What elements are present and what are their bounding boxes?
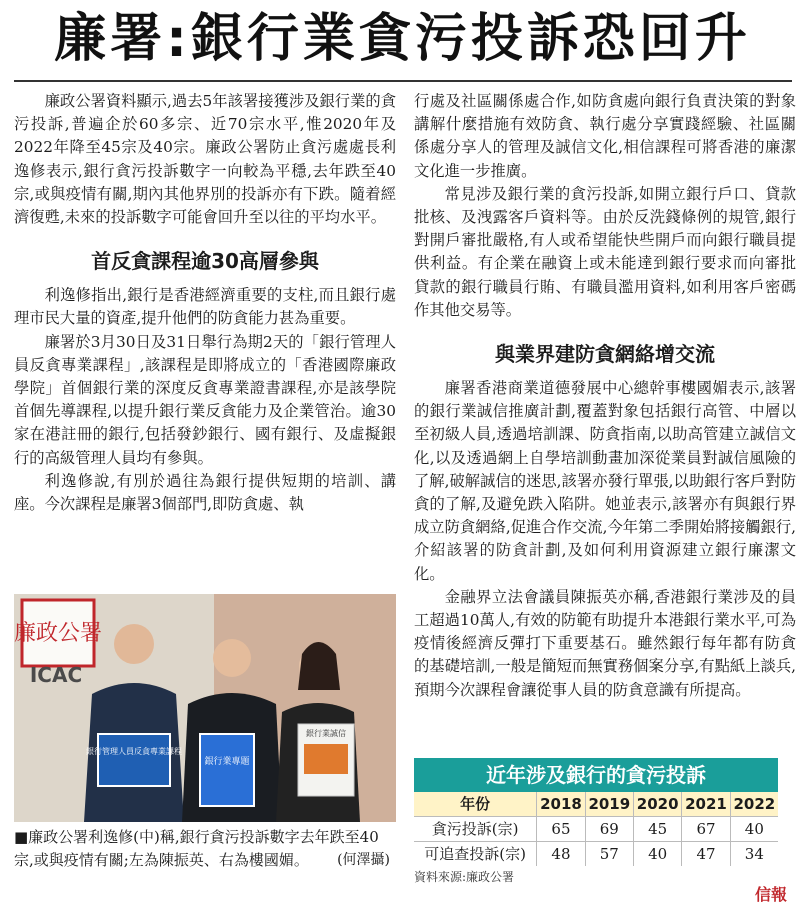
paragraph: 利逸修說,有別於過往為銀行提供短期的培訓、講座。今次課程是廉署3個部門,即防貪處、執 [14,471,396,514]
paragraph: 常見涉及銀行業的貪污投訴,如開立銀行戶口、貸款批核、及洩露客戶資料等。由於反洗錢條例的規管,銀行對開戶審批嚴格,有人或希望能快些開戶而向銀行職員提供利益。有企業在融資上或未能達到銀行要求而向審批貸款的銀行職員行賄、有職員濫用資料,如利用客戶密碼作其他交易等。 [414,184,796,319]
table-header-year: 2019 [585,792,633,816]
table-title: 近年涉及銀行的貪污投訴 [414,758,778,792]
right-column [414,90,796,702]
newspaper-logo: 信報 [754,885,787,904]
table-header-year: 2018 [536,792,584,816]
headline: 廉署:銀行業貪污投訴恐回升 [54,9,751,69]
table-cell: 48 [536,842,584,866]
complaints-table [414,758,778,885]
table-row [414,841,778,866]
table-header-label: 年份 [460,795,491,813]
news-photo [14,594,396,822]
svg-text:銀行業專題: 銀行業專題 [204,757,250,767]
table-cell: 40 [730,817,778,841]
paragraph: 廉署於3月30日及31日舉行為期2天的「銀行管理人員反貪專業課程」,該課程是即將成立的「香港國際廉政學院」首個銀行業的深度反貪專業證書課程,亦是該學院首個先導課程,以提升銀行業反貪能力及企業管治。逾30家在港註冊的銀行,包括發鈔銀行、國有銀行、及虛擬銀行的高級管理人員均有參與。 [14,332,396,467]
emblem-text: 廉政公署 [14,621,103,646]
headline-rule [14,80,792,82]
left-column [14,90,396,516]
paragraph: 金融界立法會議員陳振英亦稱,香港銀行業涉及的員工超過10萬人,有效的防範有助提升本港銀行業水平,可為疫情後經濟反彈打下重要基石。雖然銀行每年都有防貪的基礎培訓,一般是簡短而無實務個案分享,有點紙上談兵,預期今次課程會讓從事人員的防貪意識有所提高。 [414,587,796,699]
table-row [414,816,778,841]
table-cell: 69 [585,817,633,841]
intro-paragraph: 廉政公署資料顯示,過去5年該署接獲涉及銀行業的貪污投訴,普遍企於60多宗、近70宗水平,惟2020年及2022年降至45宗及40宗。廉政公署防止貪污處處長利逸修表示,銀行貪污投訴數字一向較為平穩,去年跌至40宗,或與疫情有關,期內其他界別的投訴亦有下跌。隨着經濟復甦,未來的投訴數字可能會回升至以往的平均水平。 [14,92,396,227]
paragraph: 利逸修指出,銀行是香港經濟重要的支柱,而且銀行處理市民大量的資產,提升他們的防貪能力甚為重要。 [14,286,396,328]
table-header-row [414,792,778,816]
subhead-right: 與業界建防貪網絡增交流 [495,342,715,367]
table-source: 資料來源:廉政公署 [414,870,515,884]
table-cell: 45 [633,817,681,841]
table-cell: 57 [585,842,633,866]
table-cell: 40 [633,842,681,866]
row-label: 貪污投訴(宗) [431,820,519,838]
photo-credit: (何澤攝) [337,852,390,868]
svg-text:銀行管理人員反貪專業課程: 銀行管理人員反貪專業課程 [86,747,182,756]
svg-text:銀行業誠信: 銀行業誠信 [306,729,346,738]
subhead-left: 首反貪課程逾30高層參與 [91,249,319,274]
table-cell: 67 [681,817,729,841]
table-cell: 47 [681,842,729,866]
caption-text: ■廉政公署利逸修(中)稱,銀行貪污投訴數字去年跌至40宗,或與疫情有關;左為陳振英、右為樓國媚。 [14,828,379,869]
paragraph: 行處及社區關係處合作,如防貪處向銀行負責決策的對象講解什麼措施有效防貪、執行處分享實踐經驗、社區關係處分享人的管理及誠信文化,相信課程可將香港的廉潔文化進一步推廣。 [414,92,796,180]
booklet-left [98,734,170,786]
table-header-year: 2022 [730,792,778,816]
photo-illustration [14,594,396,822]
row-label: 可追查投訴(宗) [424,845,526,863]
paragraph: 廉署香港商業道德發展中心總幹事樓國媚表示,該署的銀行業誠信推廣計劃,覆蓋對象包括銀行高管、中層以至初級人員,透過培訓課、防貪指南,以助高管建立誠信文化,以及透過網上自學培訓動畫加深從業員對誠信風險的了解,破解誠信的迷思,該署亦發行單張,以助銀行客戶對防貪的了解,及避免跌入陷阱。她並表示,該署亦有與銀行界成立防貪網絡,促進合作交流,今年第二季開始將接觸銀行,介紹該署的防貪計劃,及如何利用資源建立銀行廉潔文化。 [414,379,796,583]
icac-text: ICAC [29,663,83,687]
table-header-year: 2020 [633,792,681,816]
table-header-year: 2021 [681,792,729,816]
booklet-middle [200,734,254,806]
table-cell: 34 [730,842,778,866]
photo-caption [14,826,396,872]
table-cell: 65 [536,817,584,841]
